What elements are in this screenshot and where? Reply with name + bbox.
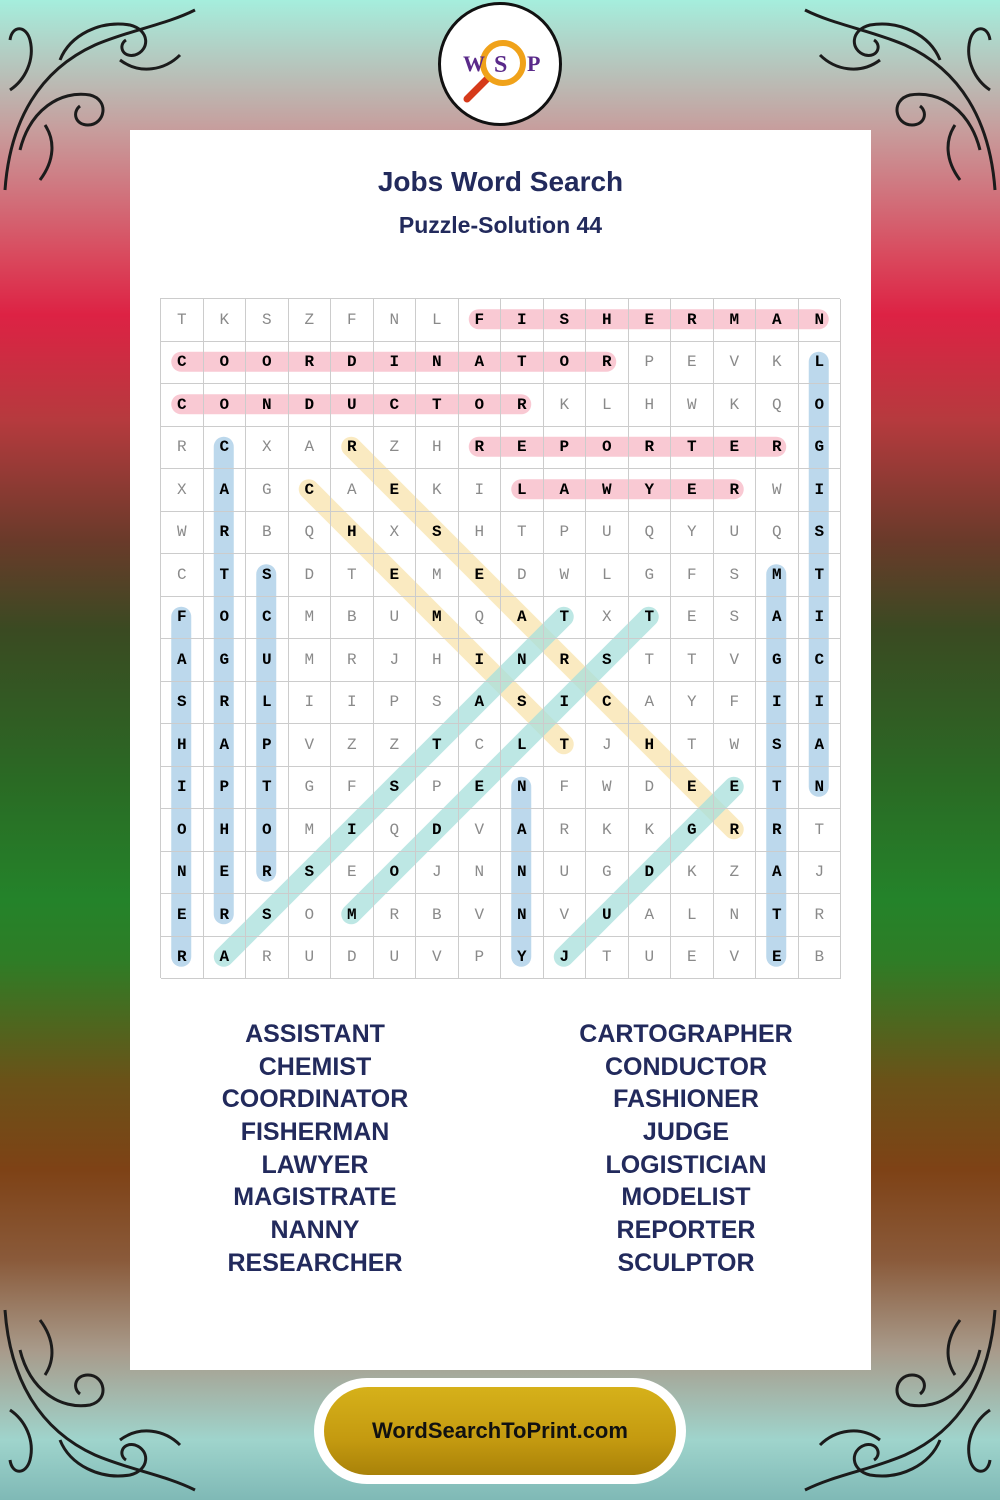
grid-cell[interactable]: H	[416, 427, 459, 470]
grid-cell[interactable]: L	[586, 554, 629, 597]
grid-cell[interactable]: D	[289, 384, 332, 427]
grid-cell[interactable]: A	[161, 639, 204, 682]
puzzle-subtitle: Puzzle-Solution 44	[398, 212, 603, 238]
grid-cell[interactable]: S	[416, 682, 459, 725]
grid-cell[interactable]: N	[416, 342, 459, 385]
grid-cell[interactable]: G	[246, 469, 289, 512]
grid-cell[interactable]: G	[629, 554, 672, 597]
word-search-grid-area	[160, 298, 840, 978]
grid-cell[interactable]: Y	[501, 937, 544, 980]
word-list-left	[130, 1018, 500, 1280]
grid-cell[interactable]: A	[501, 809, 544, 852]
grid-cell[interactable]: I	[289, 682, 332, 725]
grid-cell[interactable]: K	[756, 342, 799, 385]
grid-cell[interactable]: I	[459, 469, 502, 512]
grid-cell[interactable]: K	[416, 469, 459, 512]
grid-cell[interactable]: V	[459, 809, 502, 852]
word-list-item: MODELIST	[621, 1183, 751, 1212]
grid-cell[interactable]: S	[246, 554, 289, 597]
site-link-label[interactable]: WordSearchToPrint.com	[324, 1387, 676, 1475]
grid-cell[interactable]: N	[714, 894, 757, 937]
grid-cell[interactable]: E	[756, 937, 799, 980]
site-logo[interactable]	[438, 2, 562, 126]
grid-cell[interactable]: P	[374, 682, 417, 725]
grid-cell[interactable]: E	[331, 852, 374, 895]
grid-cell[interactable]: T	[629, 639, 672, 682]
grid-cell[interactable]: A	[544, 469, 587, 512]
grid-cell[interactable]: T	[756, 894, 799, 937]
grid-cell[interactable]: F	[714, 682, 757, 725]
grid-cell[interactable]: T	[416, 724, 459, 767]
grid-cell[interactable]: A	[629, 894, 672, 937]
grid-cell[interactable]: L	[501, 724, 544, 767]
grid-cell[interactable]: C	[289, 469, 332, 512]
letter-grid	[160, 298, 840, 978]
grid-cell[interactable]: C	[459, 724, 502, 767]
grid-cell[interactable]: G	[799, 427, 842, 470]
grid-cell[interactable]: X	[246, 427, 289, 470]
word-list-item: LAWYER	[261, 1150, 369, 1179]
grid-cell[interactable]: S	[289, 852, 332, 895]
grid-cell[interactable]: X	[586, 597, 629, 640]
grid-cell[interactable]: Y	[629, 469, 672, 512]
grid-cell[interactable]: F	[331, 767, 374, 810]
grid-cell[interactable]: O	[161, 809, 204, 852]
grid-cell[interactable]: J	[374, 639, 417, 682]
grid-cell[interactable]: J	[544, 937, 587, 980]
grid-cell[interactable]: E	[459, 767, 502, 810]
grid-cell[interactable]: L	[416, 299, 459, 342]
grid-cell[interactable]: V	[289, 724, 332, 767]
grid-cell[interactable]: N	[459, 852, 502, 895]
grid-cell[interactable]: W	[671, 384, 714, 427]
grid-cell[interactable]: N	[501, 894, 544, 937]
word-list-item: LOGISTICIAN	[605, 1150, 767, 1179]
grid-cell[interactable]: A	[204, 724, 247, 767]
word-list-item: FISHERMAN	[240, 1118, 390, 1147]
grid-cell[interactable]: P	[629, 342, 672, 385]
logo-letter-s: S	[494, 52, 508, 78]
grid-cell[interactable]: S	[246, 894, 289, 937]
word-list-item: REPORTER	[616, 1216, 756, 1245]
grid-cell[interactable]: C	[161, 384, 204, 427]
grid-cell[interactable]: T	[416, 384, 459, 427]
grid-cell[interactable]: S	[416, 512, 459, 555]
grid-cell[interactable]: D	[501, 554, 544, 597]
grid-cell[interactable]: W	[756, 469, 799, 512]
grid-cell[interactable]: M	[289, 639, 332, 682]
grid-cell[interactable]: R	[459, 427, 502, 470]
grid-cell[interactable]: T	[756, 767, 799, 810]
grid-cell[interactable]: N	[799, 767, 842, 810]
grid-cell[interactable]: I	[161, 767, 204, 810]
grid-cell[interactable]: K	[714, 384, 757, 427]
grid-cell[interactable]: D	[331, 937, 374, 980]
grid-cell[interactable]: R	[246, 937, 289, 980]
grid-cell[interactable]: N	[501, 767, 544, 810]
grid-cell[interactable]: Q	[756, 512, 799, 555]
word-list-item: RESEARCHER	[227, 1248, 403, 1277]
grid-cell[interactable]: O	[459, 384, 502, 427]
grid-cell[interactable]: I	[331, 809, 374, 852]
grid-cell[interactable]: J	[799, 852, 842, 895]
grid-cell[interactable]: Y	[671, 512, 714, 555]
grid-cell[interactable]: H	[416, 639, 459, 682]
grid-cell[interactable]: Q	[374, 809, 417, 852]
grid-cell[interactable]: N	[161, 852, 204, 895]
grid-cell[interactable]: G	[756, 639, 799, 682]
grid-cell[interactable]: T	[246, 767, 289, 810]
grid-cell[interactable]: P	[246, 724, 289, 767]
grid-cell[interactable]: A	[629, 682, 672, 725]
grid-cell[interactable]: U	[586, 512, 629, 555]
grid-cell[interactable]: A	[799, 724, 842, 767]
grid-cell[interactable]: C	[374, 384, 417, 427]
grid-cell[interactable]: C	[246, 597, 289, 640]
grid-cell[interactable]: T	[799, 554, 842, 597]
grid-cell[interactable]: I	[756, 682, 799, 725]
grid-cell[interactable]: V	[714, 937, 757, 980]
grid-cell[interactable]: B	[246, 512, 289, 555]
grid-cell[interactable]: A	[756, 299, 799, 342]
grid-cell[interactable]: U	[586, 894, 629, 937]
grid-cell[interactable]: C	[161, 554, 204, 597]
grid-cell[interactable]: Q	[629, 512, 672, 555]
grid-cell[interactable]: F	[331, 299, 374, 342]
grid-cell[interactable]: R	[799, 894, 842, 937]
grid-cell[interactable]: E	[161, 894, 204, 937]
grid-cell[interactable]: R	[714, 809, 757, 852]
grid-cell[interactable]: H	[204, 809, 247, 852]
grid-cell[interactable]: F	[671, 554, 714, 597]
grid-cell[interactable]: T	[331, 554, 374, 597]
grid-cell[interactable]: H	[161, 724, 204, 767]
word-list-item: JUDGE	[642, 1118, 730, 1147]
grid-cell[interactable]: T	[586, 937, 629, 980]
grid-cell[interactable]: R	[544, 639, 587, 682]
grid-cell[interactable]: X	[161, 469, 204, 512]
grid-cell[interactable]: R	[161, 937, 204, 980]
grid-cell[interactable]: V	[459, 894, 502, 937]
grid-cell[interactable]: W	[586, 469, 629, 512]
grid-cell[interactable]: R	[374, 894, 417, 937]
word-list-item: NANNY	[270, 1216, 360, 1245]
grid-cell[interactable]: U	[544, 852, 587, 895]
grid-cell[interactable]: T	[544, 597, 587, 640]
grid-cell[interactable]: F	[544, 767, 587, 810]
grid-cell[interactable]: A	[756, 597, 799, 640]
grid-cell[interactable]: D	[289, 554, 332, 597]
grid-cell[interactable]: R	[331, 427, 374, 470]
grid-cell[interactable]: H	[629, 384, 672, 427]
grid-cell[interactable]: O	[586, 427, 629, 470]
grid-cell[interactable]: Z	[331, 724, 374, 767]
word-list-item: MAGISTRATE	[233, 1183, 397, 1212]
grid-cell[interactable]: E	[671, 597, 714, 640]
grid-cell[interactable]: A	[204, 469, 247, 512]
grid-cell[interactable]: R	[756, 809, 799, 852]
grid-cell[interactable]: D	[416, 809, 459, 852]
grid-cell[interactable]: N	[799, 299, 842, 342]
grid-cell[interactable]: A	[289, 427, 332, 470]
grid-cell[interactable]: L	[671, 894, 714, 937]
grid-cell[interactable]: A	[501, 597, 544, 640]
grid-cell[interactable]: R	[289, 342, 332, 385]
grid-cell[interactable]: N	[374, 299, 417, 342]
word-list-item: CHEMIST	[258, 1052, 372, 1081]
grid-cell[interactable]: Z	[714, 852, 757, 895]
grid-cell[interactable]: B	[331, 597, 374, 640]
grid-cell[interactable]: M	[289, 597, 332, 640]
grid-cell[interactable]: E	[671, 342, 714, 385]
grid-cell[interactable]: K	[671, 852, 714, 895]
grid-cell[interactable]: D	[629, 852, 672, 895]
grid-cell[interactable]: L	[799, 342, 842, 385]
word-list-item: FASHIONER	[613, 1085, 759, 1114]
word-list-item: ASSISTANT	[245, 1020, 385, 1048]
grid-cell[interactable]: O	[204, 342, 247, 385]
grid-cell[interactable]: S	[246, 299, 289, 342]
grid-cell[interactable]: T	[629, 597, 672, 640]
grid-cell[interactable]: E	[629, 299, 672, 342]
grid-cell[interactable]: I	[459, 639, 502, 682]
grid-cell[interactable]: R	[671, 299, 714, 342]
grid-cell[interactable]: R	[586, 342, 629, 385]
grid-cell[interactable]: Z	[374, 427, 417, 470]
grid-cell[interactable]: E	[459, 554, 502, 597]
magnifier-icon	[441, 5, 559, 123]
grid-cell[interactable]: C	[586, 682, 629, 725]
grid-cell[interactable]: U	[629, 937, 672, 980]
grid-cell[interactable]: E	[671, 767, 714, 810]
grid-cell[interactable]: G	[289, 767, 332, 810]
grid-cell[interactable]: A	[459, 342, 502, 385]
word-list-item: CONDUCTOR	[604, 1052, 768, 1081]
grid-cell[interactable]: N	[501, 639, 544, 682]
grid-cell[interactable]: T	[544, 724, 587, 767]
grid-cell[interactable]: U	[374, 937, 417, 980]
grid-cell[interactable]: R	[331, 639, 374, 682]
grid-cell[interactable]: R	[204, 512, 247, 555]
grid-cell[interactable]: S	[714, 597, 757, 640]
grid-cell[interactable]: C	[161, 342, 204, 385]
grid-cell[interactable]: G	[204, 639, 247, 682]
grid-cell[interactable]: O	[246, 342, 289, 385]
grid-cell[interactable]: P	[459, 937, 502, 980]
grid-cell[interactable]: L	[246, 682, 289, 725]
grid-cell[interactable]: Q	[459, 597, 502, 640]
grid-cell[interactable]: M	[714, 299, 757, 342]
grid-cell[interactable]: V	[714, 342, 757, 385]
grid-cell[interactable]: J	[586, 724, 629, 767]
grid-cell[interactable]: I	[374, 342, 417, 385]
grid-cell[interactable]: R	[756, 427, 799, 470]
grid-cell[interactable]: T	[501, 512, 544, 555]
grid-cell[interactable]: E	[204, 852, 247, 895]
word-list-right	[501, 1018, 871, 1280]
grid-cell[interactable]: P	[204, 767, 247, 810]
grid-cell[interactable]: S	[756, 724, 799, 767]
word-list-item: COORDINATOR	[221, 1085, 409, 1114]
grid-cell[interactable]: O	[204, 597, 247, 640]
grid-cell[interactable]: T	[501, 342, 544, 385]
grid-cell[interactable]: E	[374, 469, 417, 512]
grid-cell[interactable]: D	[629, 767, 672, 810]
grid-cell[interactable]: E	[374, 554, 417, 597]
grid-cell[interactable]: W	[544, 554, 587, 597]
grid-cell[interactable]: R	[246, 852, 289, 895]
grid-cell[interactable]: R	[544, 809, 587, 852]
grid-cell[interactable]: M	[416, 597, 459, 640]
grid-cell[interactable]: F	[161, 597, 204, 640]
logo-letter-p: P	[527, 51, 541, 76]
word-list-item: CARTOGRAPHER	[579, 1020, 793, 1048]
grid-cell[interactable]: S	[374, 767, 417, 810]
grid-cell[interactable]: W	[714, 724, 757, 767]
site-link-button[interactable]	[314, 1378, 686, 1484]
grid-cell[interactable]: N	[246, 384, 289, 427]
grid-cell[interactable]: M	[756, 554, 799, 597]
grid-cell[interactable]: Q	[756, 384, 799, 427]
grid-cell[interactable]: X	[374, 512, 417, 555]
grid-cell[interactable]: U	[374, 597, 417, 640]
grid-cell[interactable]: T	[671, 639, 714, 682]
grid-cell[interactable]: T	[161, 299, 204, 342]
grid-cell[interactable]: K	[586, 809, 629, 852]
grid-cell[interactable]: G	[671, 809, 714, 852]
grid-cell[interactable]: R	[204, 894, 247, 937]
logo-letter-w: W	[463, 51, 485, 76]
grid-cell[interactable]: S	[799, 512, 842, 555]
grid-cell[interactable]: I	[331, 682, 374, 725]
word-list-item: SCULPTOR	[617, 1248, 755, 1277]
grid-cell[interactable]: O	[204, 384, 247, 427]
grid-cell[interactable]: A	[331, 469, 374, 512]
grid-cell[interactable]: L	[501, 469, 544, 512]
grid-cell[interactable]: Z	[289, 299, 332, 342]
grid-cell[interactable]: U	[289, 937, 332, 980]
grid-cell[interactable]: U	[331, 384, 374, 427]
grid-cell[interactable]: P	[544, 512, 587, 555]
grid-cell[interactable]: R	[629, 427, 672, 470]
grid-cell[interactable]: A	[459, 682, 502, 725]
grid-cell[interactable]: O	[544, 342, 587, 385]
grid-cell[interactable]: E	[671, 937, 714, 980]
grid-cell[interactable]: R	[714, 469, 757, 512]
grid-cell[interactable]: Z	[374, 724, 417, 767]
grid-cell[interactable]: U	[246, 639, 289, 682]
grid-cell[interactable]: H	[586, 299, 629, 342]
grid-cell[interactable]: I	[799, 469, 842, 512]
grid-cell[interactable]: Y	[671, 682, 714, 725]
grid-cell[interactable]: G	[586, 852, 629, 895]
grid-cell[interactable]: K	[204, 299, 247, 342]
grid-cell[interactable]: I	[799, 597, 842, 640]
grid-cell[interactable]: S	[544, 299, 587, 342]
grid-cell[interactable]: C	[799, 639, 842, 682]
grid-cell[interactable]: K	[544, 384, 587, 427]
grid-cell[interactable]: S	[714, 554, 757, 597]
grid-cell[interactable]: R	[501, 384, 544, 427]
grid-cell[interactable]: H	[629, 724, 672, 767]
grid-cell[interactable]: S	[161, 682, 204, 725]
grid-cell[interactable]: O	[246, 809, 289, 852]
grid-cell[interactable]: M	[416, 554, 459, 597]
grid-cell[interactable]: U	[714, 512, 757, 555]
grid-cell[interactable]: H	[331, 512, 374, 555]
grid-cell[interactable]: O	[289, 894, 332, 937]
grid-cell[interactable]: N	[501, 852, 544, 895]
grid-cell[interactable]: I	[501, 299, 544, 342]
grid-cell[interactable]: K	[629, 809, 672, 852]
grid-cell[interactable]: C	[204, 427, 247, 470]
puzzle-title: Jobs Word Search	[377, 166, 624, 197]
grid-cell[interactable]: I	[544, 682, 587, 725]
grid-cell[interactable]: E	[501, 427, 544, 470]
grid-cell[interactable]: T	[671, 724, 714, 767]
grid-cell[interactable]: S	[501, 682, 544, 725]
grid-cell[interactable]: W	[161, 512, 204, 555]
grid-cell[interactable]: P	[544, 427, 587, 470]
grid-cell[interactable]: D	[331, 342, 374, 385]
puzzle-card	[130, 130, 871, 1370]
grid-cell[interactable]: T	[799, 809, 842, 852]
grid-cell[interactable]: M	[331, 894, 374, 937]
grid-cell[interactable]: E	[714, 767, 757, 810]
grid-cell[interactable]: S	[586, 639, 629, 682]
grid-cell[interactable]: O	[799, 384, 842, 427]
grid-cell[interactable]: B	[416, 894, 459, 937]
grid-cell[interactable]: A	[756, 852, 799, 895]
grid-cell[interactable]: Q	[289, 512, 332, 555]
grid-cell[interactable]: J	[416, 852, 459, 895]
grid-cell[interactable]: V	[544, 894, 587, 937]
grid-cell[interactable]: W	[586, 767, 629, 810]
grid-cell[interactable]: E	[671, 469, 714, 512]
grid-cell[interactable]: M	[289, 809, 332, 852]
grid-cell[interactable]: P	[416, 767, 459, 810]
grid-cell[interactable]: V	[714, 639, 757, 682]
grid-cell[interactable]: F	[459, 299, 502, 342]
grid-cell[interactable]: B	[799, 937, 842, 980]
grid-cell[interactable]: H	[459, 512, 502, 555]
grid-cell[interactable]: O	[374, 852, 417, 895]
grid-cell[interactable]: I	[799, 682, 842, 725]
grid-cell[interactable]: T	[204, 554, 247, 597]
grid-cell[interactable]: T	[671, 427, 714, 470]
grid-cell[interactable]: A	[204, 937, 247, 980]
grid-cell[interactable]: V	[416, 937, 459, 980]
grid-cell[interactable]: E	[714, 427, 757, 470]
grid-cell[interactable]: L	[586, 384, 629, 427]
grid-cell[interactable]: R	[161, 427, 204, 470]
grid-cell[interactable]: R	[204, 682, 247, 725]
